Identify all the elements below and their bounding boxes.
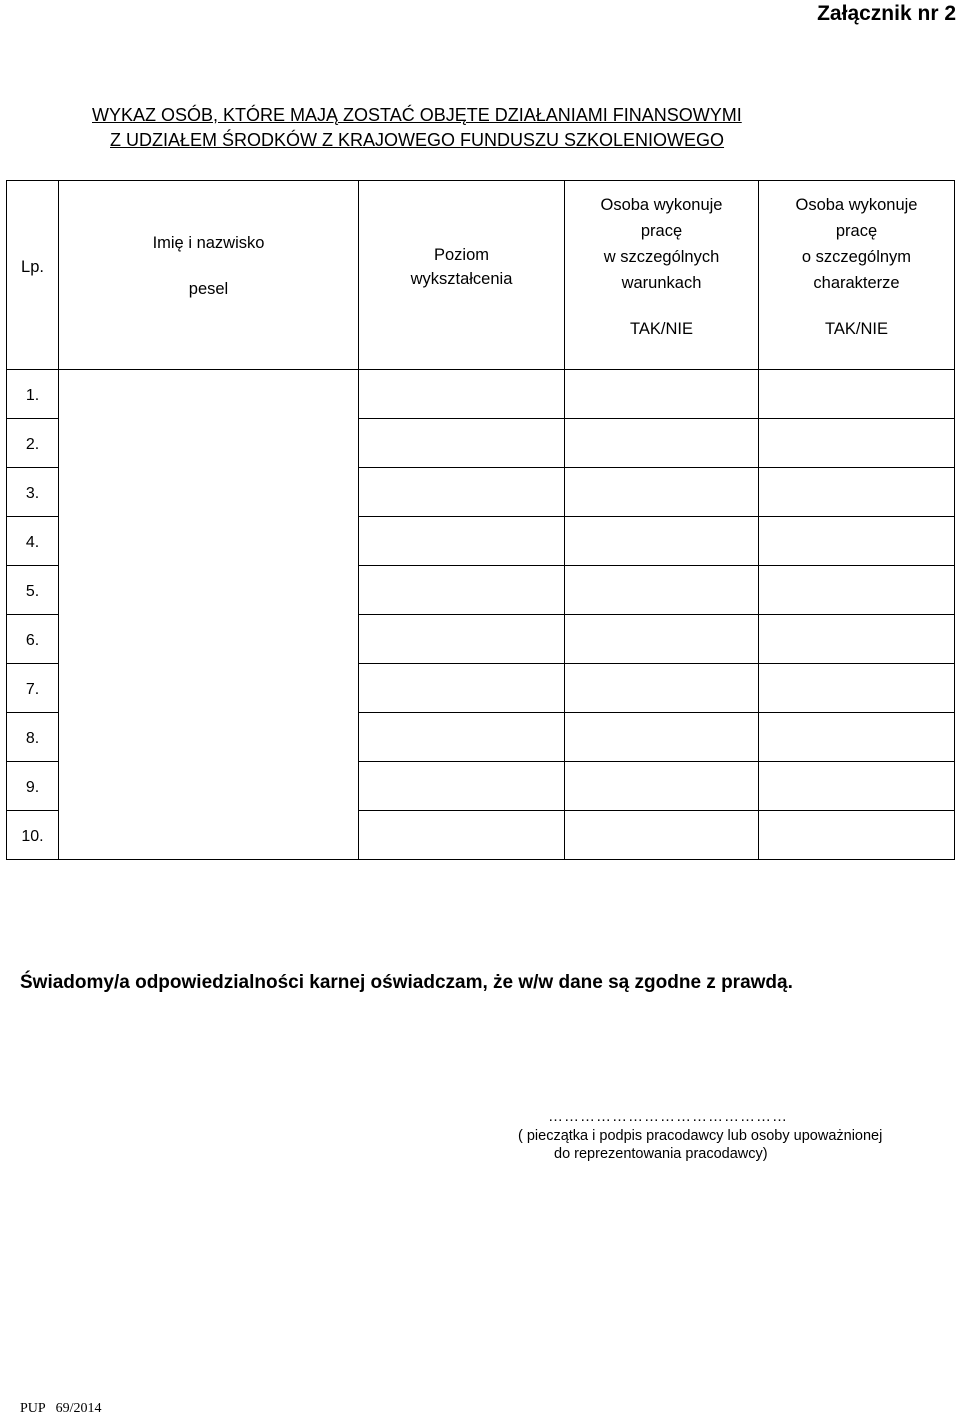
education-cell[interactable] xyxy=(359,566,565,615)
header-lp-label: Lp. xyxy=(21,258,44,276)
signature-caption xyxy=(518,1127,948,1163)
row-number: 2. xyxy=(25,436,40,453)
special-character-cell[interactable] xyxy=(759,566,955,615)
header-education-line-1: Poziom xyxy=(433,246,490,264)
education-cell[interactable] xyxy=(359,370,565,419)
header-special-character xyxy=(759,181,955,370)
special-character-cell[interactable] xyxy=(759,664,955,713)
row-number: 4. xyxy=(25,534,40,551)
education-cell[interactable] xyxy=(359,615,565,664)
education-cell[interactable] xyxy=(359,762,565,811)
header-special-conditions-line-2: pracę xyxy=(640,222,683,240)
header-special-character-line-4: charakterze xyxy=(813,274,900,292)
row-number-cell xyxy=(7,566,59,615)
row-number: 1. xyxy=(25,387,40,404)
header-special-character-line-1: Osoba wykonuje xyxy=(795,196,918,214)
row-number: 8. xyxy=(25,730,40,747)
education-cell[interactable] xyxy=(359,811,565,860)
row-number-cell xyxy=(7,370,59,419)
special-character-cell[interactable] xyxy=(759,615,955,664)
signature-caption-line-1: ( pieczątka i podpis pracodawcy lub osoby upoważnionej xyxy=(518,1128,883,1144)
row-number-cell xyxy=(7,615,59,664)
footer-code: PUP 69/2014 xyxy=(20,1401,102,1416)
row-number-cell xyxy=(7,419,59,468)
education-cell[interactable] xyxy=(359,664,565,713)
table-row xyxy=(7,370,955,419)
header-special-character-answer: TAK/NIE xyxy=(825,320,888,338)
header-name-label: Imię i nazwisko xyxy=(152,234,265,252)
special-conditions-cell[interactable] xyxy=(565,664,759,713)
special-character-cell[interactable] xyxy=(759,762,955,811)
special-conditions-cell[interactable] xyxy=(565,566,759,615)
special-conditions-cell[interactable] xyxy=(565,517,759,566)
header-special-conditions-line-4: warunkach xyxy=(621,274,702,292)
special-conditions-cell[interactable] xyxy=(565,615,759,664)
header-education-line-2: wykształcenia xyxy=(410,270,513,288)
row-number: 9. xyxy=(25,779,40,796)
special-conditions-cell[interactable] xyxy=(565,811,759,860)
name-pesel-cell[interactable] xyxy=(59,370,359,860)
persons-table xyxy=(6,180,955,860)
education-cell[interactable] xyxy=(359,713,565,762)
header-pesel-label: pesel xyxy=(188,280,229,298)
row-number-cell xyxy=(7,664,59,713)
document-title xyxy=(88,103,888,153)
header-special-character-line-3: o szczególnym xyxy=(801,248,912,266)
header-special-conditions-line-3: w szczególnych xyxy=(603,248,720,266)
special-conditions-cell[interactable] xyxy=(565,419,759,468)
special-conditions-cell[interactable] xyxy=(565,370,759,419)
special-conditions-cell[interactable] xyxy=(565,713,759,762)
header-lp xyxy=(7,181,59,370)
row-number-cell xyxy=(7,713,59,762)
header-name xyxy=(59,181,359,370)
attachment-label: Załącznik nr 2 xyxy=(817,2,956,25)
header-education xyxy=(359,181,565,370)
education-cell[interactable] xyxy=(359,517,565,566)
row-number-cell xyxy=(7,517,59,566)
row-number-cell xyxy=(7,762,59,811)
liability-statement: Świadomy/a odpowiedzialności karnej oświadczam, że w/w dane są zgodne z prawdą. xyxy=(20,972,793,993)
header-special-conditions-line-1: Osoba wykonuje xyxy=(600,196,723,214)
row-number: 3. xyxy=(25,485,40,502)
special-character-cell[interactable] xyxy=(759,713,955,762)
special-character-cell[interactable] xyxy=(759,370,955,419)
education-cell[interactable] xyxy=(359,419,565,468)
special-character-cell[interactable] xyxy=(759,811,955,860)
header-special-conditions xyxy=(565,181,759,370)
row-number-cell xyxy=(7,811,59,860)
education-cell[interactable] xyxy=(359,468,565,517)
row-number: 6. xyxy=(25,632,40,649)
special-character-cell[interactable] xyxy=(759,468,955,517)
special-character-cell[interactable] xyxy=(759,517,955,566)
special-conditions-cell[interactable] xyxy=(565,468,759,517)
row-number-cell xyxy=(7,468,59,517)
title-line-2: Z UDZIAŁEM ŚRODKÓW Z KRAJOWEGO FUNDUSZU SZKOLENIOWEGO xyxy=(110,130,725,150)
title-line-1: WYKAZ OSÓB, KTÓRE MAJĄ ZOSTAĆ OBJĘTE DZIAŁANIAMI FINANSOWYMI xyxy=(92,105,742,125)
header-special-conditions-answer: TAK/NIE xyxy=(630,320,693,338)
row-number: 5. xyxy=(25,583,40,600)
row-number: 10. xyxy=(21,828,44,845)
special-character-cell[interactable] xyxy=(759,419,955,468)
signature-caption-line-2: do reprezentowania pracodawcy) xyxy=(554,1146,768,1162)
table-header-row xyxy=(7,181,955,370)
signature-line: ……………………………………… xyxy=(548,1108,788,1125)
special-conditions-cell[interactable] xyxy=(565,762,759,811)
header-special-character-line-2: pracę xyxy=(835,222,878,240)
row-number: 7. xyxy=(25,681,40,698)
